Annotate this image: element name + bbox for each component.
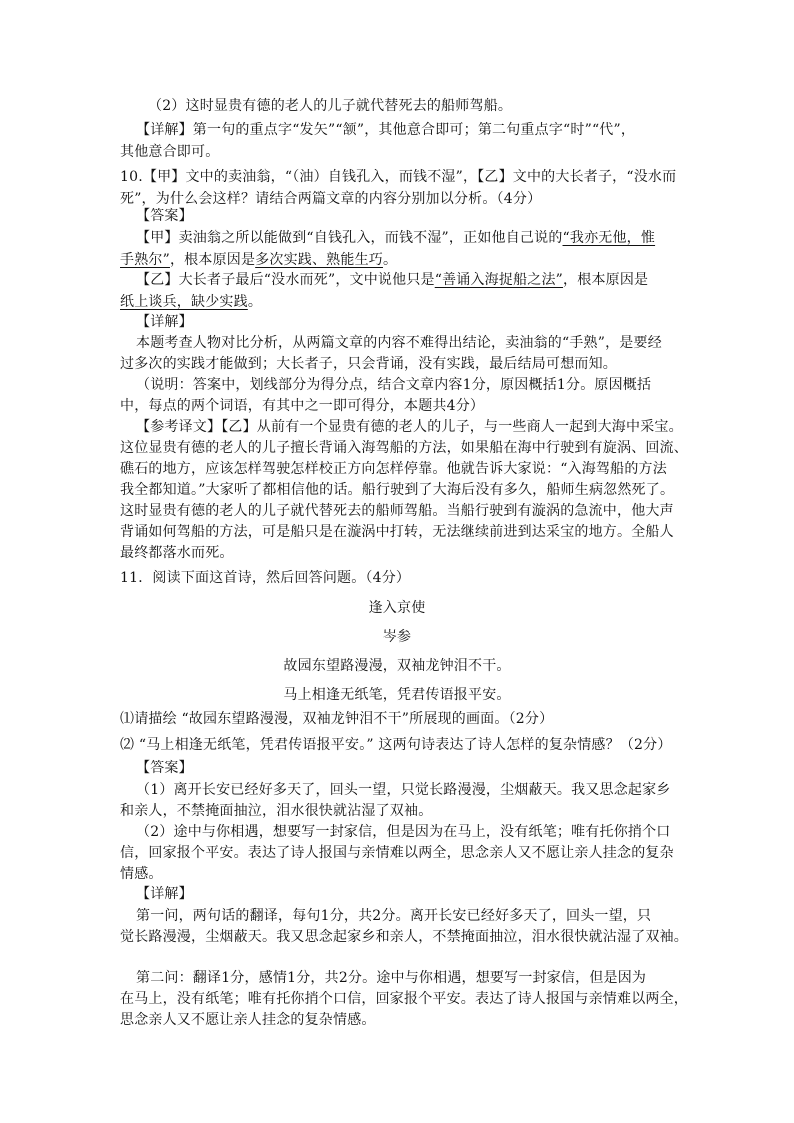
q10-translation-line-5: 这时显贵有德的老人的儿子就代替死去的船师驾船。当船行驶到有漩涡的急流中，他大声 (120, 503, 674, 519)
underlined-score-point: “善诵入海捉船之法” (434, 272, 564, 288)
q11-answer-1-line-2: 和亲人，不禁掩面抽泣，泪水很快就沾湿了双袖。 (120, 803, 433, 819)
q10-prompt-line-1: 10.【甲】文中的卖油翁，“（油）自钱孔入，而钱不湿”，【乙】文中的大长者子，“没水而 (120, 169, 677, 185)
q10-note-line-1: （说明：答案中，划线部分为得分点，结合文章内容1分，原因概括1分。原因概括 (136, 377, 652, 393)
q10-translation-line-3: 礁石的地方，应该怎样驾驶怎样校正方向怎样停靠。他就告诉大家说：“入海驾船的方法 (120, 461, 667, 477)
q10-answer-tag: 【答案】 (136, 208, 193, 224)
q10-detail-tag: 【详解】 (136, 314, 193, 330)
q10-translation-line-2: 这位显贵有德的老人的儿子擅长背诵入海驾船的方法，如果船在海中行驶到有旋涡、回流、 (120, 440, 688, 456)
underlined-score-point: 多次实践、熟能生巧 (255, 252, 383, 268)
text-span: 【乙】大长者子最后“没水而死”，文中说他只是 (136, 272, 435, 288)
q10-translation-line-4: 我全都知道。”大家听了都相信他的话。船行驶到了大海后没有多久，船师生病忽然死了。 (120, 482, 675, 498)
q11-answer-2-line-1: （2）途中与你相遇，想要写一封家信，但是因为在马上，没有纸笔；唯有托你捎个口 (136, 824, 671, 840)
q10-note-line-2: 中，每点的两个词语，有其中之一即可得分，本题共4分） (120, 398, 485, 414)
q10-translation-line-6: 背诵如何驾船的方法，可是船只是在漩涡中打转，无法继续前进到达采宝的地方。全船人 (120, 524, 674, 540)
q11-answer-2-line-2: 信，回家报个平安。表达了诗人报国与亲情难以两全，思念亲人又不愿让亲人挂念的复杂 (120, 845, 674, 861)
q10-translation-line-7: 最终都落水而死。 (120, 545, 234, 561)
q10-answer-jia-line-2 (120, 250, 397, 270)
q11-sub-question-2: ⑵ “马上相逢无纸笔，凭君传语报平安。” 这两句诗表达了诗人怎样的复杂情感？（2分） (120, 737, 672, 753)
q10-translation-line-1: 【参考译文】【乙】从前有一个显贵有德的老人的儿子，与一些商人一起到大海中采宝。 (136, 419, 683, 435)
q10-answer-yi-line-2 (120, 292, 262, 312)
q11-detail-2-line-3: 思念亲人又不愿让亲人挂念的复杂情感。 (120, 1012, 376, 1028)
q11-prompt: 11．阅读下面这首诗，然后回答问题。（4分） (120, 570, 411, 586)
text-span: ，根本原因是 (169, 252, 256, 268)
q11-detail-1-line-2: 觉长路漫漫，尘烟蔽天。我又思念起家乡和亲人，不禁掩面抽泣，泪水很快就沾湿了双袖。 (120, 929, 688, 945)
q11-answer-2-line-3: 情感。 (120, 866, 163, 882)
text-span: 。 (382, 252, 398, 268)
underlined-score-point: 手熟尔” (120, 252, 170, 268)
q11-answer-1-line-1: （1）离开长安已经好多天了，回头一望，只觉长路漫漫，尘烟蔽天。我又思念起家乡 (136, 782, 671, 798)
q10-detail-line-1: 本题考查人物对比分析，从两篇文章的内容不难得出结论，卖油翁的“手熟”，是要经 (136, 335, 662, 351)
q11-sub-question-1: ⑴请描绘 “故园东望路漫漫，双袖龙钟泪不干”所展现的画面。（2分） (120, 711, 554, 727)
underlined-score-point: 纸上谈兵，缺少实践 (120, 294, 248, 310)
poem-title: 逢入京使 (368, 600, 426, 616)
q11-detail-1-line-1: 第一问，两句话的翻译，每句1分，共2分。离开长安已经好多天了，回头一望，只 (136, 908, 652, 924)
q10-prompt-line-2: 死”，为什么会这样？请结合两篇文章的内容分别加以分析。（4分） (120, 191, 542, 207)
q11-detail-tag: 【详解】 (136, 886, 193, 902)
q10-answer-jia-line-1 (136, 228, 655, 248)
q11-detail-2-line-2: 在马上，没有纸笔；唯有托你捎个口信，回家报个平安。表达了诗人报国与亲情难以两全， (120, 991, 688, 1007)
poem-author: 岑参 (382, 629, 412, 645)
q10-answer-yi-line-1 (136, 270, 648, 290)
q11-answer-tag: 【答案】 (136, 760, 193, 776)
q11-detail-2-line-1: 第二问：翻译1分，感情1分，共2分。途中与你相遇，想要写一封家信，但是因为 (136, 970, 647, 986)
poem-line-2: 马上相逢无纸笔，凭君传语报平安。 (283, 687, 511, 703)
poem-line-1: 故园东望路漫漫，双袖龙钟泪不干。 (283, 658, 511, 674)
q10-detail-line-2: 过多次的实践才能做到；大长者子，只会背诵，没有实践，最后结局可想而知。 (120, 356, 617, 372)
q9-explain-line-1: 【详解】第一句的重点字“发矢”“颔”，其他意合即可；第二句重点字“时”“代”， (136, 122, 636, 138)
q9-explain-line-2: 其他意合即可。 (120, 144, 220, 160)
text-span: 。 (247, 294, 263, 310)
underlined-score-point: “我亦无他，惟 (562, 230, 656, 246)
text-span: ，根本原因是 (563, 272, 649, 288)
text-span: 【甲】卖油翁之所以能做到“自钱孔入，而钱不湿”，正如他自己说的 (136, 230, 563, 246)
q9-answer-line: （2）这时显贵有德的老人的儿子就代替死去的船师驾船。 (148, 98, 513, 114)
